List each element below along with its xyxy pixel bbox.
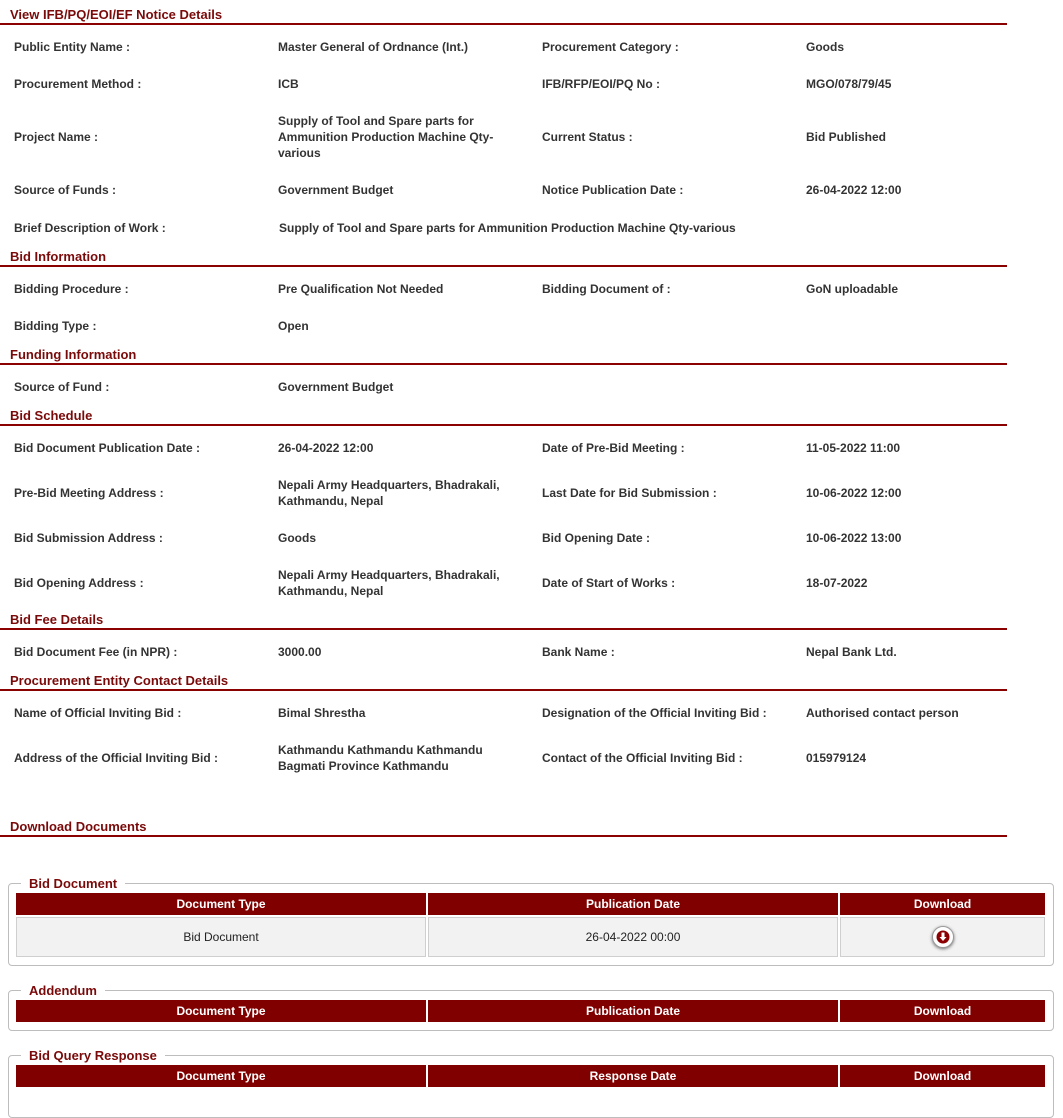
header-publication-date: Publication Date [428, 893, 838, 915]
label-last-date-submission: Last Date for Bid Submission : [542, 486, 717, 500]
label-project-name: Project Name : [14, 130, 99, 144]
bid-document-legend: Bid Document [29, 876, 118, 891]
label-bid-submission-address: Bid Submission Address : [14, 531, 163, 545]
value-bidding-procedure: Pre Qualification Not Needed [278, 282, 444, 296]
label-official-designation: Designation of the Official Inviting Bid : [542, 706, 767, 720]
section-heading-funding-information: Funding Information [0, 347, 1007, 365]
section-heading-bid-fee: Bid Fee Details [0, 612, 1007, 630]
value-start-of-works: 18-07-2022 [806, 576, 868, 590]
row-bidding-procedure [0, 280, 1007, 298]
header-download: Download [840, 1000, 1045, 1022]
addendum-table [14, 998, 1047, 1024]
table-header-row [16, 1065, 1045, 1087]
row-funds [0, 181, 1007, 199]
row-description [0, 219, 1007, 237]
header-document-type: Document Type [16, 1065, 426, 1087]
header-document-type: Document Type [16, 893, 426, 915]
download-arrow-icon [936, 930, 950, 944]
label-notice-publication-date: Notice Publication Date : [542, 183, 684, 197]
label-source-of-fund: Source of Fund : [14, 380, 110, 394]
value-brief-description: Supply of Tool and Spare parts for Ammunition Production Machine Qty-various [279, 221, 736, 235]
value-pre-bid-meeting-date: 11-05-2022 11:00 [806, 441, 901, 455]
row-bidding-type [0, 317, 1007, 335]
label-procurement-category: Procurement Category : [542, 40, 679, 54]
label-official-address: Address of the Official Inviting Bid : [14, 751, 219, 765]
value-notice-publication-date: 26-04-2022 12:00 [806, 183, 902, 197]
row-opening-address [0, 566, 1007, 600]
section-heading-notice: View IFB/PQ/EOI/EF Notice Details [0, 7, 1007, 25]
value-source-of-funds: Government Budget [278, 183, 394, 197]
value-current-status: Bid Published [806, 130, 887, 144]
cell-publication-date: 26-04-2022 00:00 [428, 917, 838, 957]
cell-document-type: Bid Document [16, 917, 426, 957]
row-official-name [0, 704, 1007, 722]
label-current-status: Current Status : [542, 130, 633, 144]
value-official-contact: 015979124 [806, 751, 867, 765]
query-response-table [14, 1063, 1047, 1089]
label-pre-bid-meeting-date: Date of Pre-Bid Meeting : [542, 441, 685, 455]
section-heading-bid-information: Bid Information [0, 249, 1007, 267]
value-ifb-no: MGO/078/79/45 [806, 77, 892, 91]
value-bidding-type: Open [278, 319, 309, 333]
table-row [16, 917, 1045, 957]
label-start-of-works: Date of Start of Works : [542, 576, 676, 590]
label-bid-document-publication-date: Bid Document Publication Date : [14, 441, 201, 455]
value-last-date-submission: 10-06-2022 12:00 [806, 486, 902, 500]
value-bank-name: Nepal Bank Ltd. [806, 645, 897, 659]
row-method [0, 75, 1007, 93]
label-bidding-type: Bidding Type : [14, 319, 97, 333]
label-bid-opening-address: Bid Opening Address : [14, 576, 144, 590]
value-pre-bid-meeting-address: Nepali Army Headquarters, Bhadrakali, Kathmandu, Nepal [278, 478, 500, 508]
value-procurement-category: Goods [806, 40, 844, 54]
value-source-of-fund: Government Budget [278, 380, 394, 394]
query-response-fieldset [8, 1048, 1054, 1118]
row-entity [0, 38, 1007, 56]
label-bidding-procedure: Bidding Procedure : [14, 282, 129, 296]
value-official-address: Kathmandu Kathmandu Kathmandu Bagmati Province Kathmandu [278, 743, 483, 773]
value-bid-opening-date: 10-06-2022 13:00 [806, 531, 902, 545]
bid-document-table [14, 891, 1047, 959]
header-download: Download [840, 893, 1045, 915]
value-procurement-method: ICB [278, 77, 299, 91]
section-heading-bid-schedule: Bid Schedule [0, 408, 1007, 426]
label-public-entity: Public Entity Name : [14, 40, 131, 54]
label-brief-description: Brief Description of Work : [14, 221, 166, 235]
row-submission-address [0, 529, 1007, 547]
row-fee [0, 643, 1007, 661]
row-source-of-fund [0, 378, 1007, 396]
row-publication-date [0, 439, 1007, 457]
value-official-name: Bimal Shrestha [278, 706, 366, 720]
label-bid-opening-date: Bid Opening Date : [542, 531, 650, 545]
label-source-of-funds: Source of Funds : [14, 183, 116, 197]
value-bidding-document: GoN uploadable [806, 282, 899, 296]
row-project [0, 112, 1007, 162]
addendum-fieldset [8, 983, 1054, 1031]
bid-document-fieldset [8, 876, 1054, 966]
table-header-row [16, 1000, 1045, 1022]
download-button[interactable] [932, 926, 954, 948]
value-bid-submission-address: Goods [278, 531, 316, 545]
value-project-name: Supply of Tool and Spare parts for Ammunition Production Machine Qty-various [278, 114, 494, 160]
query-response-legend: Bid Query Response [29, 1048, 157, 1063]
label-official-name: Name of Official Inviting Bid : [14, 706, 182, 720]
value-official-designation: Authorised contact person [806, 706, 959, 720]
header-download: Download [840, 1065, 1045, 1087]
cell-download [840, 917, 1045, 957]
label-pre-bid-meeting-address: Pre-Bid Meeting Address : [14, 486, 164, 500]
label-ifb-no: IFB/RFP/EOI/PQ No : [542, 77, 661, 91]
addendum-legend: Addendum [29, 983, 97, 998]
value-bid-document-publication-date: 26-04-2022 12:00 [278, 441, 374, 455]
label-bank-name: Bank Name : [542, 645, 615, 659]
label-official-contact: Contact of the Official Inviting Bid : [542, 751, 743, 765]
label-bid-document-fee: Bid Document Fee (in NPR) : [14, 645, 178, 659]
table-header-row [16, 893, 1045, 915]
label-procurement-method: Procurement Method : [14, 77, 142, 91]
value-bid-document-fee: 3000.00 [278, 645, 322, 659]
header-publication-date: Publication Date [428, 1000, 838, 1022]
header-document-type: Document Type [16, 1000, 426, 1022]
row-official-address [0, 741, 1007, 775]
value-bid-opening-address: Nepali Army Headquarters, Bhadrakali, Kathmandu, Nepal [278, 568, 500, 598]
section-heading-contact: Procurement Entity Contact Details [0, 673, 1007, 691]
label-bidding-document: Bidding Document of : [542, 282, 671, 296]
header-response-date: Response Date [428, 1065, 838, 1087]
section-heading-download-documents: Download Documents [0, 819, 1007, 837]
value-public-entity: Master General of Ordnance (Int.) [278, 40, 469, 54]
row-pre-bid-address [0, 476, 1007, 510]
